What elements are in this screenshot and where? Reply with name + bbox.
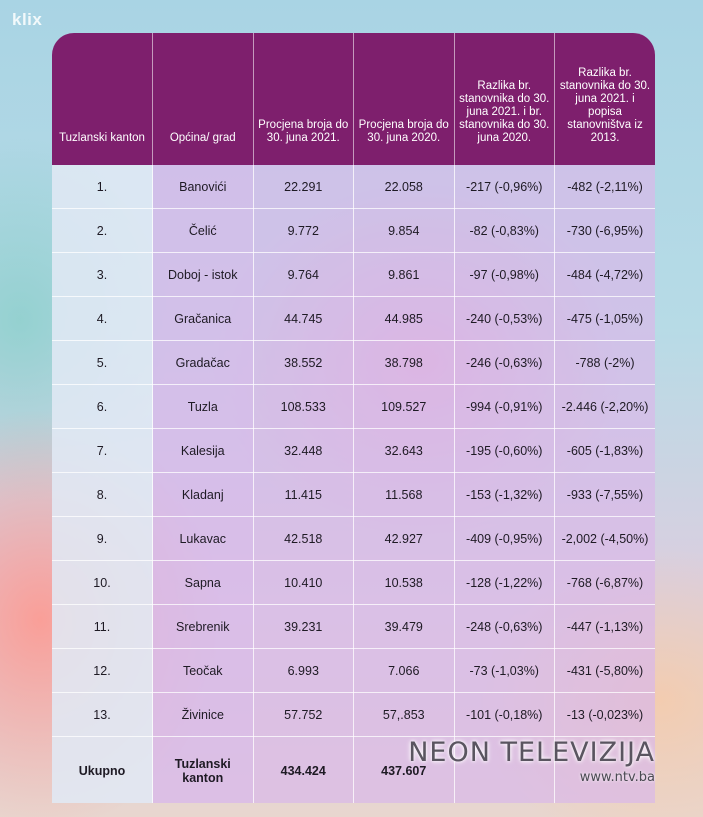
watermark-url: www.ntv.ba — [579, 770, 655, 785]
table-body — [52, 165, 655, 803]
municipality-cell: Kalesija — [153, 429, 254, 473]
table-row — [52, 693, 655, 737]
row-number-cell: 5. — [52, 341, 153, 385]
row-number-cell: 6. — [52, 385, 153, 429]
estimate-2021-cell: 44.745 — [253, 297, 354, 341]
difference-2013-cell: -2.446 (-2,20%) — [555, 385, 656, 429]
difference-2013-cell: -475 (-1,05%) — [555, 297, 656, 341]
row-number-cell: 3. — [52, 253, 153, 297]
difference-2020-cell: -128 (-1,22%) — [454, 561, 555, 605]
estimate-2020-cell: 22.058 — [354, 165, 455, 209]
difference-2020-cell: -248 (-0,63%) — [454, 605, 555, 649]
table-row — [52, 385, 655, 429]
column-header: Općina/ grad — [153, 33, 254, 165]
municipality-cell: Kladanj — [153, 473, 254, 517]
table-row — [52, 473, 655, 517]
estimate-2020-cell: 7.066 — [354, 649, 455, 693]
table-row — [52, 341, 655, 385]
total-row-number-cell: Ukupno — [52, 737, 153, 804]
table-row — [52, 649, 655, 693]
estimate-2021-cell: 22.291 — [253, 165, 354, 209]
difference-2020-cell: -994 (-0,91%) — [454, 385, 555, 429]
difference-2013-cell: -730 (-6,95%) — [555, 209, 656, 253]
row-number-cell: 9. — [52, 517, 153, 561]
column-header: Razlika br. stanovnika do 30. juna 2021. i popisa stanovništva iz 2013. — [555, 33, 656, 165]
municipality-cell: Srebrenik — [153, 605, 254, 649]
difference-2020-cell: -409 (-0,95%) — [454, 517, 555, 561]
difference-2013-cell: -482 (-2,11%) — [555, 165, 656, 209]
column-header: Procjena broja do 30. juna 2020. — [354, 33, 455, 165]
estimate-2021-cell: 32.448 — [253, 429, 354, 473]
estimate-2020-cell: 9.861 — [354, 253, 455, 297]
difference-2013-cell: -605 (-1,83%) — [555, 429, 656, 473]
municipality-cell: Teočak — [153, 649, 254, 693]
row-number-cell: 12. — [52, 649, 153, 693]
column-header: Tuzlanski kanton — [52, 33, 153, 165]
difference-2020-cell: -82 (-0,83%) — [454, 209, 555, 253]
estimate-2020-cell: 109.527 — [354, 385, 455, 429]
table-row — [52, 605, 655, 649]
difference-2013-cell: -788 (-2%) — [555, 341, 656, 385]
estimate-2021-cell: 9.772 — [253, 209, 354, 253]
municipality-cell: Gračanica — [153, 297, 254, 341]
table-row — [52, 297, 655, 341]
row-number-cell: 4. — [52, 297, 153, 341]
estimate-2021-cell: 108.533 — [253, 385, 354, 429]
difference-2013-cell: -13 (-0,023%) — [555, 693, 656, 737]
table-row — [52, 253, 655, 297]
estimate-2021-cell: 6.993 — [253, 649, 354, 693]
population-table-card — [52, 33, 655, 803]
total-estimate-2020-cell: 437.607 — [354, 737, 455, 804]
difference-2013-cell: -2,002 (-4,50%) — [555, 517, 656, 561]
estimate-2020-cell: 10.538 — [354, 561, 455, 605]
table-row — [52, 209, 655, 253]
municipality-cell: Lukavac — [153, 517, 254, 561]
row-number-cell: 11. — [52, 605, 153, 649]
municipality-cell: Tuzla — [153, 385, 254, 429]
difference-2020-cell: -195 (-0,60%) — [454, 429, 555, 473]
row-number-cell: 7. — [52, 429, 153, 473]
estimate-2020-cell: 57,.853 — [354, 693, 455, 737]
municipality-cell: Sapna — [153, 561, 254, 605]
difference-2013-cell: -431 (-5,80%) — [555, 649, 656, 693]
estimate-2020-cell: 32.643 — [354, 429, 455, 473]
municipality-cell: Gradačac — [153, 341, 254, 385]
difference-2013-cell: -447 (-1,13%) — [555, 605, 656, 649]
difference-2020-cell: -153 (-1,32%) — [454, 473, 555, 517]
population-table — [52, 33, 655, 803]
estimate-2020-cell: 44.985 — [354, 297, 455, 341]
difference-2013-cell: -933 (-7,55%) — [555, 473, 656, 517]
difference-2020-cell: -240 (-0,53%) — [454, 297, 555, 341]
difference-2020-cell: -246 (-0,63%) — [454, 341, 555, 385]
difference-2013-cell: -768 (-6,87%) — [555, 561, 656, 605]
estimate-2020-cell: 9.854 — [354, 209, 455, 253]
difference-2020-cell: -217 (-0,96%) — [454, 165, 555, 209]
estimate-2021-cell: 9.764 — [253, 253, 354, 297]
table-row — [52, 517, 655, 561]
estimate-2021-cell: 11.415 — [253, 473, 354, 517]
municipality-cell: Čelić — [153, 209, 254, 253]
table-header-row — [52, 33, 655, 165]
klix-logo: klix — [12, 10, 43, 29]
municipality-cell: Doboj - istok — [153, 253, 254, 297]
municipality-cell: Banovići — [153, 165, 254, 209]
estimate-2021-cell: 38.552 — [253, 341, 354, 385]
row-number-cell: 10. — [52, 561, 153, 605]
estimate-2020-cell: 38.798 — [354, 341, 455, 385]
row-number-cell: 1. — [52, 165, 153, 209]
row-number-cell: 8. — [52, 473, 153, 517]
row-number-cell: 2. — [52, 209, 153, 253]
difference-2020-cell: -101 (-0,18%) — [454, 693, 555, 737]
difference-2020-cell: -97 (-0,98%) — [454, 253, 555, 297]
column-header: Razlika br. stanovnika do 30. juna 2021. i br. stanovnika do 30. juna 2020. — [454, 33, 555, 165]
table-row — [52, 561, 655, 605]
estimate-2020-cell: 39.479 — [354, 605, 455, 649]
estimate-2021-cell: 57.752 — [253, 693, 354, 737]
estimate-2021-cell: 42.518 — [253, 517, 354, 561]
difference-2013-cell: -484 (-4,72%) — [555, 253, 656, 297]
total-estimate-2021-cell: 434.424 — [253, 737, 354, 804]
municipality-cell: Živinice — [153, 693, 254, 737]
row-number-cell: 13. — [52, 693, 153, 737]
estimate-2021-cell: 10.410 — [253, 561, 354, 605]
table-row — [52, 165, 655, 209]
total-municipality-cell: Tuzlanski kanton — [153, 737, 254, 804]
estimate-2021-cell: 39.231 — [253, 605, 354, 649]
table-row — [52, 429, 655, 473]
neon-televizija-watermark — [408, 737, 655, 785]
column-header: Procjena broja do 30. juna 2021. — [253, 33, 354, 165]
difference-2020-cell: -73 (-1,03%) — [454, 649, 555, 693]
estimate-2020-cell: 42.927 — [354, 517, 455, 561]
watermark-brand: NEON TELEVIZIJA — [408, 737, 655, 768]
estimate-2020-cell: 11.568 — [354, 473, 455, 517]
